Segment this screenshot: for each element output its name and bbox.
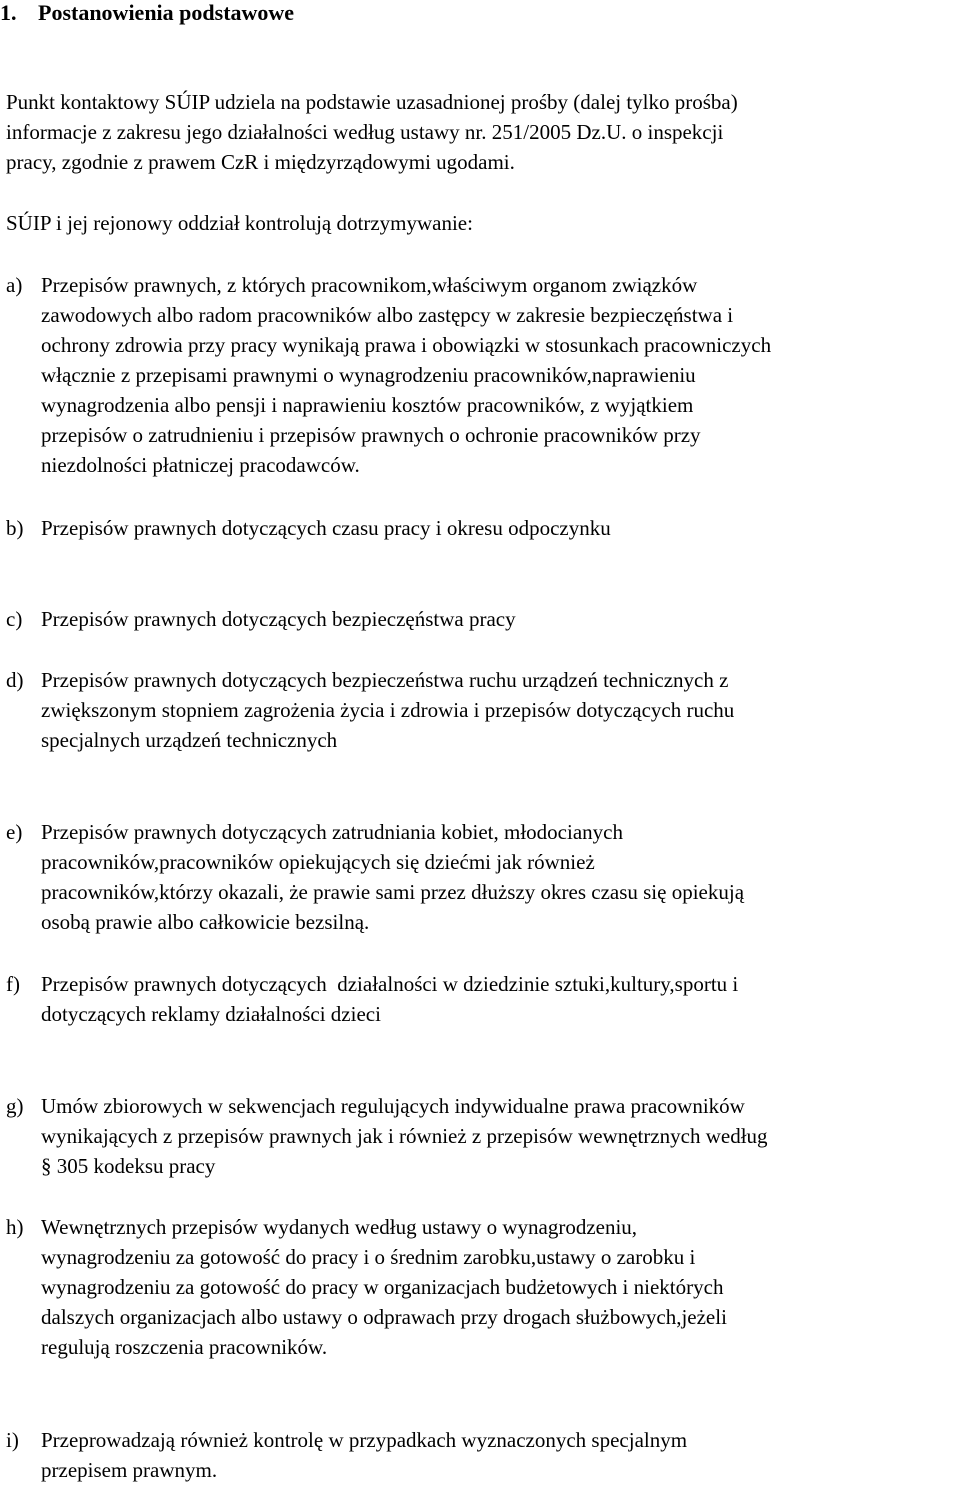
item-letter: a) bbox=[6, 273, 23, 297]
item-letter: i) bbox=[6, 1428, 19, 1452]
item-line: specjalnych urządzeń technicznych bbox=[41, 728, 338, 752]
item-line: wynikających z przepisów prawnych jak i również z przepisów wewnętrznych według bbox=[41, 1124, 768, 1148]
list-item-i bbox=[6, 1425, 960, 1485]
section-heading bbox=[0, 0, 294, 26]
item-text bbox=[41, 270, 960, 480]
item-line: Przepisów prawnych dotyczących bezpieczęństwa pracy bbox=[41, 607, 516, 631]
intro-line: pracy, zgodnie z prawem CzR i międzyrządowymi ugodami. bbox=[6, 150, 515, 174]
item-line: Przeprowadzają również kontrolę w przypadkach wyznaczonych specjalnym bbox=[41, 1428, 688, 1452]
item-line: Przepisów prawnych dotyczących zatrudniania kobiet, młodocianych bbox=[41, 820, 623, 844]
list-item-f bbox=[6, 969, 960, 1029]
item-line: przepisem prawnym. bbox=[41, 1458, 218, 1482]
item-line: Przepisów prawnych dotyczących bezpieczeństwa ruchu urządzeń technicznych z bbox=[41, 668, 729, 692]
item-text bbox=[41, 604, 960, 634]
item-line: osobą prawie albo całkowicie bezsilną. bbox=[41, 910, 370, 934]
list-item-g bbox=[6, 1091, 960, 1181]
item-line: wynagrodzenia albo pensji i naprawieniu kosztów pracowników, z wyjątkiem bbox=[41, 393, 694, 417]
item-line: Umów zbiorowych w sekwencjach regulujących indywidualne prawa pracowników bbox=[41, 1094, 745, 1118]
item-line: niezdolności płatniczej pracodawców. bbox=[41, 453, 360, 477]
item-line: Przepisów prawnych dotyczących działalności w dziedzinie sztuki,kultury,sportu i bbox=[41, 972, 739, 996]
intro-line: informacje z zakresu jego działalności według ustawy nr. 251/2005 Dz.U. o inspekcji bbox=[6, 120, 724, 144]
list-item-c bbox=[6, 604, 960, 634]
item-letter: h) bbox=[6, 1215, 24, 1239]
item-letter: e) bbox=[6, 820, 23, 844]
item-line: włącznie z przepisami prawnymi o wynagrodzeniu pracowników,naprawieniu bbox=[41, 363, 696, 387]
section-title: Postanowienia podstawowe bbox=[38, 0, 295, 25]
item-line: wynagrodzeniu za gotowość do pracy w organizacjach budżetowych i niektórych bbox=[41, 1275, 724, 1299]
item-letter: d) bbox=[6, 668, 24, 692]
item-text bbox=[41, 1091, 960, 1181]
item-text bbox=[41, 817, 960, 937]
list-item-b bbox=[6, 513, 960, 543]
list-item-a bbox=[6, 270, 960, 480]
item-line: zwiększonym stopniem zagrożenia życia i zdrowia i przepisów dotyczących ruchu bbox=[41, 698, 735, 722]
item-line: przepisów o zatrudnieniu i przepisów prawnych o ochronie pracowników przy bbox=[41, 423, 701, 447]
item-letter: f) bbox=[6, 972, 20, 996]
list-item-d bbox=[6, 665, 960, 755]
item-text bbox=[41, 1425, 960, 1485]
item-text bbox=[41, 665, 960, 755]
item-text bbox=[41, 1212, 960, 1362]
lead-sentence: SÚIP i jej rejonowy oddział kontrolują dotrzymywanie: bbox=[6, 211, 473, 235]
item-line: zawodowych albo radom pracowników albo zastępcy w zakresie bezpieczęństwa i bbox=[41, 303, 734, 327]
item-line: dalszych organizacjach albo ustawy o odprawach przy drogach służbowych,jeżeli bbox=[41, 1305, 727, 1329]
list-item-e bbox=[6, 817, 960, 937]
item-text bbox=[41, 513, 960, 543]
item-line: Wewnętrznych przepisów wydanych według ustawy o wynagrodzeniu, bbox=[41, 1215, 638, 1239]
item-text bbox=[41, 969, 960, 1029]
item-line: pracowników,którzy okazali, że prawie sami przez dłuższy okres czasu się opiekują bbox=[41, 880, 745, 904]
item-line: Przepisów prawnych, z których pracownikom,właściwym organom związków bbox=[41, 273, 698, 297]
item-line: pracowników,pracowników opiekujących się dziećmi jak również bbox=[41, 850, 595, 874]
item-line: ochrony zdrowia przy pracy wynikają prawa i obowiązki w stosunkach pracowniczych bbox=[41, 333, 772, 357]
item-line: dotyczących reklamy działalności dzieci bbox=[41, 1002, 381, 1026]
intro-paragraph bbox=[6, 87, 956, 177]
item-line: Przepisów prawnych dotyczących czasu pracy i okresu odpoczynku bbox=[41, 516, 611, 540]
intro-line: Punkt kontaktowy SÚIP udziela na podstawie uzasadnionej prośby (dalej tylko prośba) bbox=[6, 90, 738, 114]
item-line: wynagrodzeniu za gotowość do pracy i o średnim zarobku,ustawy o zarobku i bbox=[41, 1245, 696, 1269]
item-line: regulują roszczenia pracowników. bbox=[41, 1335, 328, 1359]
list-item-h bbox=[6, 1212, 960, 1362]
item-letter: b) bbox=[6, 516, 24, 540]
item-line: § 305 kodeksu pracy bbox=[41, 1154, 216, 1178]
section-number: 1. bbox=[0, 0, 17, 25]
item-letter: g) bbox=[6, 1094, 24, 1118]
item-letter: c) bbox=[6, 607, 23, 631]
